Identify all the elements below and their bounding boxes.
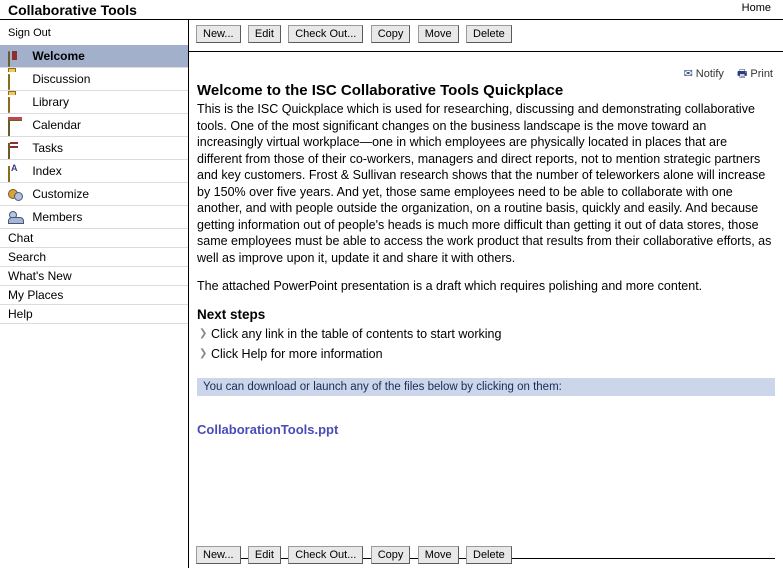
check-out-button[interactable]: Check Out... <box>288 25 363 43</box>
next-steps-heading: Next steps <box>197 306 266 322</box>
sidebar-link-label: What's New <box>8 269 72 283</box>
sidebar-item-label: Index <box>32 164 62 178</box>
toolbar-top <box>196 25 516 45</box>
sidebar-item-index[interactable] <box>0 160 188 183</box>
sidebar-item-label: Tasks <box>32 141 64 155</box>
download-notice: You can download or launch any of the files below by clicking on them: <box>197 378 775 396</box>
folder-icon <box>8 71 24 85</box>
app-title: Collaborative Tools <box>8 2 137 18</box>
sidebar-link-search[interactable] <box>0 248 188 267</box>
list-item <box>197 346 775 362</box>
people-icon <box>8 210 24 224</box>
article <box>197 82 775 437</box>
edit-button-bottom[interactable]: Edit <box>248 546 281 564</box>
main-content <box>189 20 783 568</box>
attachment-link[interactable]: CollaborationTools.ppt <box>197 421 339 437</box>
copy-button[interactable]: Copy <box>371 25 411 43</box>
sidebar-link-my-places[interactable] <box>0 286 188 305</box>
delete-button[interactable]: Delete <box>466 25 512 43</box>
sidebar-item-tasks[interactable] <box>0 137 188 160</box>
sidebar-item-label: Members <box>32 210 83 224</box>
sidebar-link-chat[interactable] <box>0 229 188 248</box>
sidebar-item-label: Welcome <box>32 49 85 63</box>
sidebar-item-label: Discussion <box>32 72 91 86</box>
notify-label: Notify <box>695 68 724 80</box>
calendar-icon <box>8 117 24 131</box>
new-button[interactable]: New... <box>196 25 241 43</box>
sidebar-item-customize[interactable] <box>0 183 188 206</box>
new-button-bottom[interactable]: New... <box>196 546 241 564</box>
move-button[interactable]: Move <box>418 25 459 43</box>
move-button-bottom[interactable]: Move <box>418 546 459 564</box>
sidebar-link-label: Help <box>8 307 33 321</box>
folder-library-icon <box>8 94 24 108</box>
chevron-right-icon: ❯ <box>199 347 208 359</box>
envelope-icon: ✉ <box>683 68 693 80</box>
notify-link[interactable] <box>684 68 724 80</box>
edit-button[interactable]: Edit <box>248 25 281 43</box>
sidebar-item-label: Customize <box>32 187 90 201</box>
check-out-button-bottom[interactable]: Check Out... <box>288 546 363 564</box>
list-item <box>197 326 775 342</box>
list-item-label: Click Help for more information <box>211 346 383 361</box>
sidebar-item-calendar[interactable] <box>0 114 188 137</box>
sidebar <box>0 20 188 568</box>
toolbar-divider <box>189 51 783 52</box>
sidebar-link-label: Chat <box>8 231 34 245</box>
paragraph-intro: This is the ISC Quickplace which is used for researching, discussing and demonstrating collaborative tools. One of the most significant changes on the business landscape is the move toward an increasingly virtual workplace—one in which employees are physically located in places that are different from those of their co-workers, managers and direct reports, not to mention strategic partners and key customers. Frost & Sullivan research shows that the number of teleworkers alone will increase by 150% over five years. And yet, those same employees need to be able to collaborate with one another, and with people outside the organization, on a routine basis, quickly and easily. And because getting information out of people's heads is much more difficult than getting it out of data stores, those same employees must be able to access the work product that results from their collaborative efforts, as well as improve upon it, update it and share it with others. <box>197 102 772 265</box>
sidebar-link-help[interactable] <box>0 305 188 324</box>
toolbar-bottom <box>196 546 516 564</box>
chevron-right-icon: ❯ <box>199 327 208 339</box>
sidebar-item-label: Calendar <box>32 118 82 132</box>
sidebar-item-welcome[interactable] <box>0 45 188 68</box>
table-of-contents <box>0 45 188 324</box>
print-link[interactable] <box>737 68 773 80</box>
sidebar-link-whats-new[interactable] <box>0 267 188 286</box>
page-title: Welcome to the ISC Collaborative Tools Quickplace <box>197 82 564 99</box>
index-icon <box>8 163 24 177</box>
sidebar-item-library[interactable] <box>0 91 188 114</box>
next-steps-list <box>197 326 775 362</box>
home-link[interactable]: Home <box>741 2 771 14</box>
print-label: Print <box>750 68 773 80</box>
delete-button-bottom[interactable]: Delete <box>466 546 512 564</box>
welcome-icon <box>8 48 24 62</box>
printer-icon: 🖶 <box>736 68 748 80</box>
sidebar-item-members[interactable] <box>0 206 188 229</box>
gear-icon <box>8 187 24 201</box>
copy-button-bottom[interactable]: Copy <box>371 546 411 564</box>
sidebar-link-label: My Places <box>8 288 64 302</box>
attachment-list <box>197 422 775 437</box>
sign-out-link[interactable]: Sign Out <box>8 27 51 39</box>
sidebar-item-discussion[interactable] <box>0 68 188 91</box>
sidebar-link-label: Search <box>8 250 47 264</box>
paragraph-attachment-note: The attached PowerPoint presentation is a draft which requires polishing and more content. <box>197 279 703 293</box>
sidebar-item-label: Library <box>32 95 70 109</box>
tasks-icon <box>8 140 24 154</box>
list-item-label: Click any link in the table of contents to start working <box>211 326 502 341</box>
